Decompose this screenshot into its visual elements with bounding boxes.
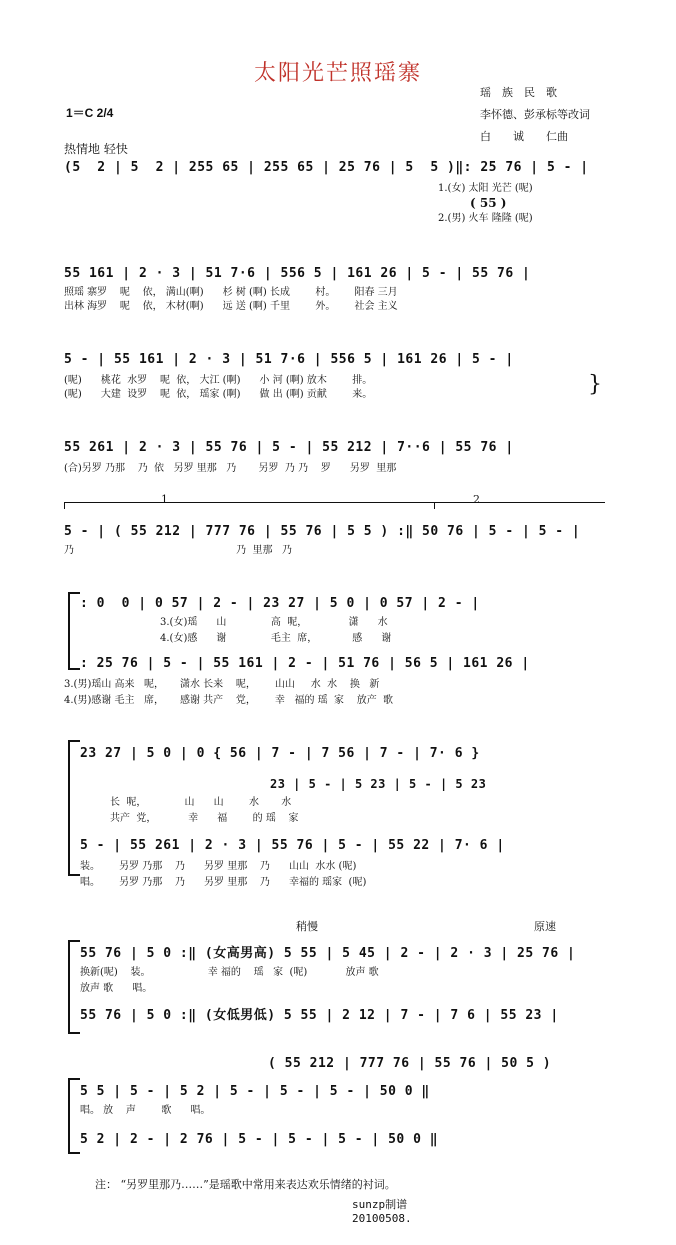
- score-line-upper: 55 76 | 5 0 :‖ (女高男高) 5 55 | 5 45 | 2 - | 2 · 3 | 25 76 |: [80, 946, 576, 961]
- lyric-line: (合)另罗 乃那 乃 依 另罗 里那 乃 另罗 乃 乃 罗 另罗 里那: [64, 463, 397, 474]
- brace-right: }: [588, 372, 602, 397]
- score-line-upper: 23 27 | 5 0 | 0 { 56 | 7 - | 7 56 | 7 - | 7· 6 }: [80, 746, 480, 761]
- score-line: 5 - | 55 161 | 2 · 3 | 51 7·6 | 556 5 | 161 26 | 5 - |: [64, 352, 514, 367]
- lyric-line: 共产 党， 幸 福 的 瑶 家: [110, 813, 299, 824]
- footnote: 注： “另罗里那乃……”是瑶歌中常用来表达欢乐情绪的衬词。: [95, 1178, 396, 1191]
- lyric-line: 换新(呢) 装。 幸 福的 瑶 家 (呢) 放声 歌: [80, 967, 379, 978]
- page-title: 太阳光芒照瑶寨: [253, 61, 422, 86]
- lyric-line: 照瑶 寨罗 呢 依， 满山(啊) 杉 树 (啊) 长成 村。 阳春 三月: [64, 287, 398, 298]
- lyric-line: 装。 另罗 乃那 乃 另罗 里那 乃 山山 水水 (呢): [80, 861, 357, 872]
- lyric-line: (呢) 桃花 水罗 呢 依， 大江 (啊) 小 河 (啊) 放木 排。: [64, 375, 373, 386]
- system-brace: [68, 740, 80, 876]
- score-line-lower: 5 - | 55 261 | 2 · 3 | 55 76 | 5 - | 55 22 | 7· 6 |: [80, 838, 505, 853]
- lyric-line: 3.(男)瑶山 高来 呢， 潇水 长来 呢， 山山 水 水 换 新: [64, 679, 380, 690]
- lyric-line: 放声 歌 唱。: [80, 983, 153, 994]
- lyric-line: 乃 乃 里那 乃: [64, 545, 293, 556]
- score-line-divisi: 23 | 5 - | 5 23 | 5 - | 5 23: [270, 777, 487, 791]
- credit-lyrics: 李怀德、彭承标等改词: [480, 108, 590, 121]
- score-line: 55 161 | 2 · 3 | 51 7·6 | 556 5 | 161 26 | 5 - | 55 76 |: [64, 266, 531, 281]
- lyric-line: (呢) 大建 设罗 呢 依， 瑶家 (啊) 做 出 (啊) 贡献 来。: [64, 389, 373, 400]
- tempo-mark-original: 原速: [534, 920, 556, 933]
- score-line: 5 - | ( 55 212 | 777 76 | 55 76 | 5 5 ) :‖ 50 76 | 5 - | 5 - |: [64, 524, 581, 539]
- volta-bracket-1: 1: [64, 502, 435, 509]
- system-brace: [68, 1078, 80, 1154]
- lyric-line: 1.(女) 太阳 光芒 (呢): [438, 183, 533, 194]
- system-brace: [68, 940, 80, 1034]
- score-line: 55 261 | 2 · 3 | 55 76 | 5 - | 55 212 | 7··6 | 55 76 |: [64, 440, 514, 455]
- score-line: (5 2 | 5 2 | 255 65 | 255 65 | 25 76 | 5 5 )‖: 25 76 | 5 - |: [64, 160, 589, 175]
- score-line-interlude: ( 55 212 | 777 76 | 55 76 | 50 5 ): [268, 1056, 552, 1071]
- system-brace: [68, 592, 80, 670]
- lyric-line: 出林 海罗 呢 依， 木材(啊) 远 送 (啊) 千里 外。 社会 主义: [64, 301, 398, 312]
- lyric-line: 长 呢， 山 山 水 水: [110, 797, 292, 808]
- key-signature: 1＝C 2/4: [66, 106, 114, 120]
- lyric-line: 唱。 放 声 歌 唱。: [80, 1105, 211, 1116]
- lyric-line: 3.(女)瑶 山 高 呢， 潇 水: [160, 617, 388, 628]
- score-line-upper: 5 5 | 5 - | 5 2 | 5 - | 5 - | 5 - | 50 0 ‖: [80, 1084, 430, 1099]
- score-line-upper: : 0 0 | 0 57 | 2 - | 23 27 | 5 0 | 0 57 | 2 - |: [80, 596, 480, 611]
- signature: sunzp制谱20100508.: [352, 1198, 412, 1225]
- lyric-line: 2.(男) 火车 隆隆 (呢): [438, 213, 533, 224]
- lyric-line: 4.(女)感 谢 毛主 席， 感 谢: [160, 633, 392, 644]
- lyric-line: ( 55 ): [470, 196, 507, 210]
- lyric-line: 4.(男)感谢 毛主 席， 感谢 共产 党， 幸 福的 瑶 家 放产 歌: [64, 695, 394, 706]
- score-line-lower: : 25 76 | 5 - | 55 161 | 2 - | 51 76 | 56 5 | 161 26 |: [80, 656, 530, 671]
- credit-composer: 白 诚 仁曲: [480, 130, 568, 143]
- tempo-marking: 热情地 轻快: [64, 142, 128, 156]
- lyric-line: 唱。 另罗 乃那 乃 另罗 里那 乃 幸福的 瑶家 (呢): [80, 877, 367, 888]
- volta-bracket-2: 2: [434, 502, 605, 509]
- score-line-lower: 55 76 | 5 0 :‖ (女低男低) 5 55 | 2 12 | 7 - | 7 6 | 55 23 |: [80, 1008, 559, 1023]
- score-line-lower: 5 2 | 2 - | 2 76 | 5 - | 5 - | 5 - | 50 0 ‖: [80, 1132, 439, 1147]
- credit-genre: 瑶 族 民 歌: [480, 86, 557, 99]
- tempo-mark-slower: 稍慢: [296, 920, 318, 933]
